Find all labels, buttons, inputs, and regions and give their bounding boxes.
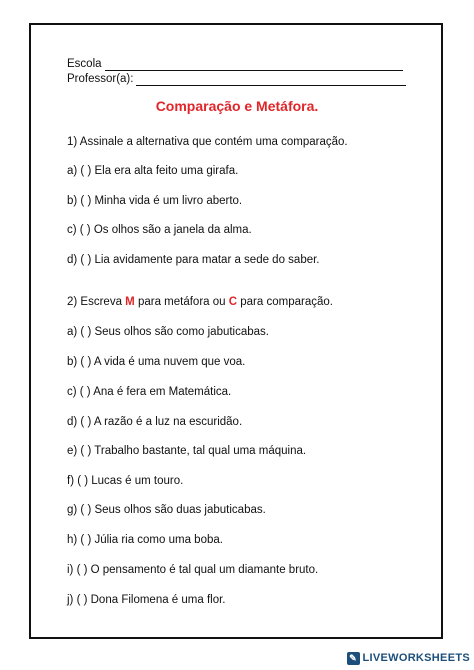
question-1-prompt: 1) Assinale a alternativa que contém uma comparação. [67,136,348,148]
brand-label: LIVEWORKSHEETS [362,652,470,664]
q2-option-h[interactable]: h) ( ) Júlia ria como uma boba. [67,534,223,546]
q2-c-letter: C [228,296,238,308]
liveworksheets-badge[interactable] [347,650,471,666]
school-label: Escola [67,58,102,70]
q2-option-d[interactable]: d) ( ) A razão é a luz na escuridão. [67,416,243,428]
q1-option-d[interactable]: d) ( ) Lia avidamente para matar a sede do saber. [67,254,320,266]
q2-option-c[interactable]: c) ( ) Ana é fera em Matemática. [67,386,232,398]
q1-option-a[interactable]: a) ( ) Ela era alta feito uma girafa. [67,165,239,177]
school-input-line[interactable] [105,59,403,71]
q2-m-letter: M [125,296,135,308]
q2-option-i[interactable]: i) ( ) O pensamento é tal qual um diamante bruto. [67,564,319,576]
q2-option-f[interactable]: f) ( ) Lucas é um touro. [67,475,184,487]
q2-prompt-post: para comparação. [237,296,333,308]
q2-option-b[interactable]: b) ( ) A vida é uma nuvem que voa. [67,356,246,368]
teacher-line [67,72,406,86]
q2-prompt-mid: para metáfora ou [134,296,229,308]
q2-option-e[interactable]: e) ( ) Trabalho bastante, tal qual uma máquina. [67,445,307,457]
q1-option-c[interactable]: c) ( ) Os olhos são a janela da alma. [67,224,252,236]
school-line [67,57,403,71]
q2-option-a[interactable]: a) ( ) Seus olhos são como jabuticabas. [67,326,269,338]
q2-option-j[interactable]: j) ( ) Dona Filomena é uma flor. [67,594,226,606]
q1-option-b[interactable]: b) ( ) Minha vida é um livro aberto. [67,195,243,207]
q2-prompt-pre: 2) Escreva [67,296,126,308]
page-title: Comparação e Metáfora. [155,98,319,114]
teacher-input-line[interactable] [136,74,406,86]
q2-option-g[interactable]: g) ( ) Seus olhos são duas jabuticabas. [67,504,266,516]
question-2-prompt [67,295,333,309]
teacher-label: Professor(a): [67,73,134,85]
liveworksheets-logo-icon: ✎ [347,652,360,665]
